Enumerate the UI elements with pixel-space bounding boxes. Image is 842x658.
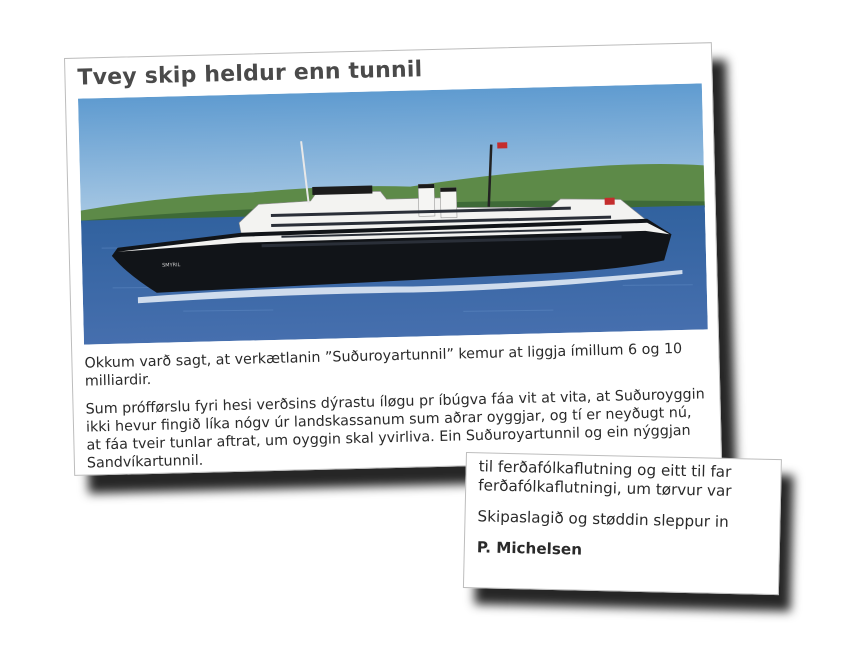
continuation-line-1: til ferðafólkaflutning og eitt til far — [478, 457, 732, 482]
continuation-line-3: Skipaslagið og støddin sleppur in — [477, 507, 729, 531]
hull-name: SMYRIL — [162, 262, 181, 269]
article-paragraph-1: Okkum varð sagt, at verkætlanin ”Suðuroyartunnil” kemur at liggja ímillum 6 og 10 milliardir. — [84, 340, 683, 390]
article-title: Tvey skip heldur enn tunnil — [77, 57, 423, 91]
author-signature: P. Michelsen — [476, 538, 583, 559]
article-paragraph-2: Sum prófførslu fyri hesi verðsins dýrastu íløgu pr íbúgva fáa vit at vita, at Suðuroyggin ikki hevur fingið líka nógv úr landskassanum sum aðrar oyggjar, og tí er neyðugt nú, at fáa tveir tunlar aftrat, um oyggin skal yvirliva. Ein Suðuroyartunnil og ein nýggjan Sandvíkartunnil. — [85, 386, 705, 472]
continuation-clipping — [463, 452, 782, 595]
continuation-line-2: ferðafólkaflutningi, um tørvur var — [478, 476, 732, 501]
article-clipping — [64, 42, 722, 476]
ferry-photo — [78, 83, 708, 344]
